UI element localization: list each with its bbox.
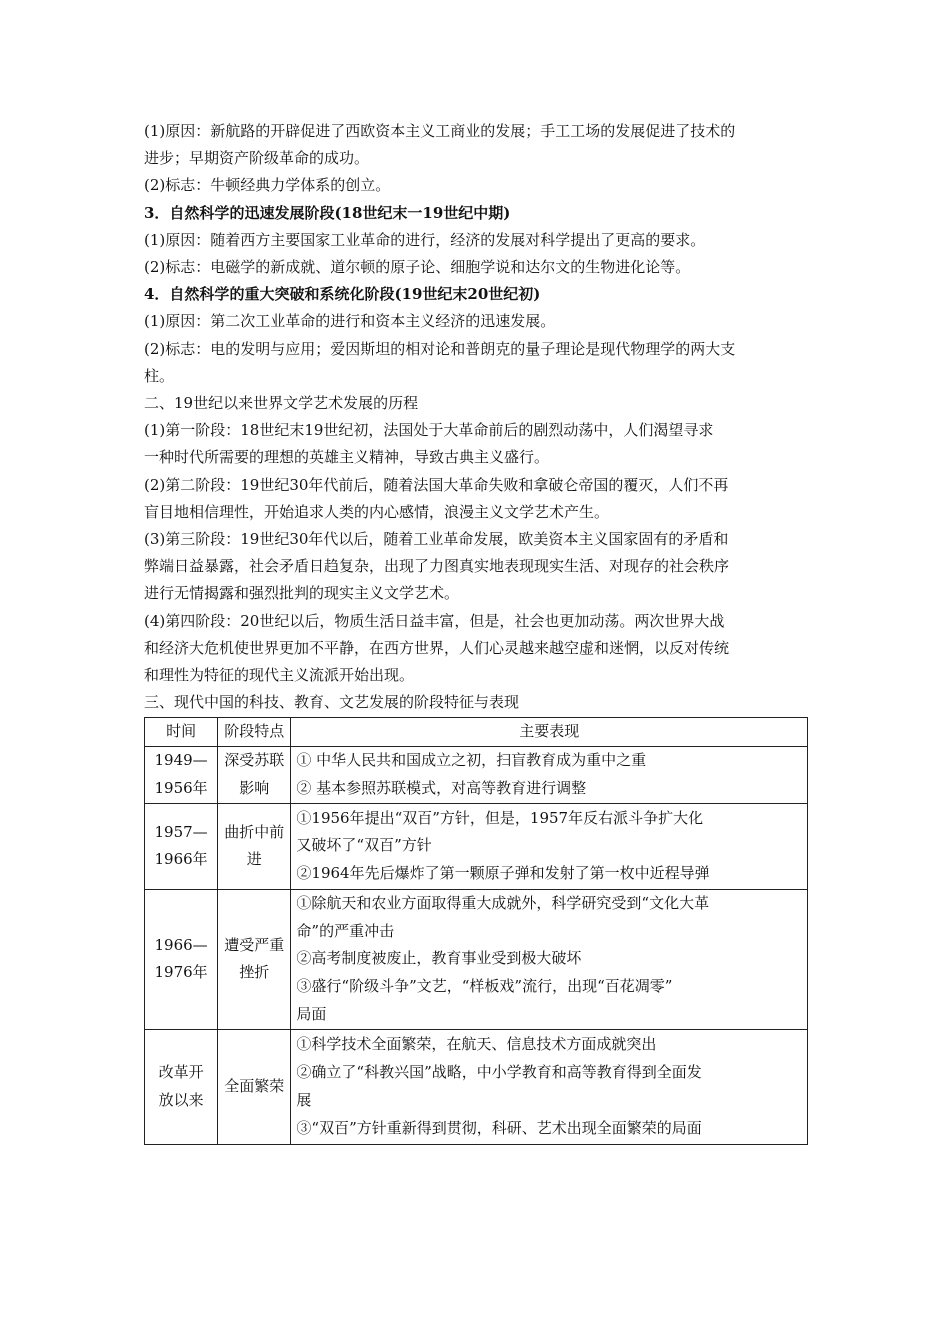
text-line: 4．自然科学的重大突破和系统化阶段(19世纪末20世纪初) xyxy=(144,285,541,304)
paragraph-p7 xyxy=(144,308,808,335)
table-row xyxy=(145,1029,808,1144)
cell-line: 遭受严重 xyxy=(224,935,285,954)
cell-line: 曲折中前 xyxy=(224,822,285,841)
cell-line: 深受苏联 xyxy=(224,751,285,770)
cell-line: 进 xyxy=(246,850,262,869)
table-row xyxy=(145,803,808,889)
paragraph-p11 xyxy=(144,472,808,526)
text-line: (2)标志：电的发明与应用；爱因斯坦的相对论和普朗克的量子理论是现代物理学的两大支 xyxy=(144,339,736,358)
header-stage: 阶段特点 xyxy=(218,718,291,747)
cell-time xyxy=(145,1029,218,1144)
cell-line: ②确立了“科教兴国”战略，中小学教育和高等教育得到全面发 xyxy=(296,1063,702,1082)
cell-line: 命”的严重冲击 xyxy=(296,921,395,940)
cell-line: ①1956年提出“双百”方针，但是，1957年反右派斗争扩大化 xyxy=(296,808,704,827)
cell-details xyxy=(291,889,808,1029)
cell-line: ①科学技术全面繁荣，在航天、信息技术方面成就突出 xyxy=(296,1035,657,1054)
cell-details xyxy=(291,1029,808,1144)
text-line: (4)第四阶段：20世纪以后，物质生活日益丰富，但是，社会也更加动荡。两次世界大战 xyxy=(144,611,725,630)
text-line: 柱。 xyxy=(144,366,175,385)
cell-line: 1957— xyxy=(154,822,208,841)
text-line: 一种时代所需要的理想的英雄主义精神，导致古典主义盛行。 xyxy=(144,448,550,467)
text-line: (2)标志：电磁学的新成就、道尔顿的原子论、细胞学说和达尔文的生物进化论等。 xyxy=(144,258,691,277)
cell-stage xyxy=(218,889,291,1029)
text-line: 和经济大危机使世界更加不平静，在西方世界，人们心灵越来越空虚和迷惘，以反对传统 xyxy=(144,638,730,657)
cell-line: 1976年 xyxy=(154,963,208,982)
text-line: 弊端日益暴露，社会矛盾日趋复杂，出现了力图真实地表现现实生活、对现存的社会秩序 xyxy=(144,557,730,576)
text-line: (2)标志：牛顿经典力学体系的创立。 xyxy=(144,176,391,195)
cell-time xyxy=(145,889,218,1029)
cell-line: ②高考制度被废止，教育事业受到极大破坏 xyxy=(296,949,582,968)
table-header-row xyxy=(145,718,808,747)
text-line: 盲目地相信理性，开始追求人类的内心感情，浪漫主义文学艺术产生。 xyxy=(144,502,610,521)
text-line: 3．自然科学的迅速发展阶段(18世纪末一19世纪中期) xyxy=(144,203,511,222)
text-line: 进行无情揭露和强烈批判的现实主义文学艺术。 xyxy=(144,584,460,603)
cell-line: 影响 xyxy=(239,779,270,798)
cell-line: 放以来 xyxy=(158,1090,204,1109)
text-line: 二、19世纪以来世界文学艺术发展的历程 xyxy=(144,394,419,413)
cell-line: 挫折 xyxy=(239,963,270,982)
paragraph-p9 xyxy=(144,390,808,417)
text-line: 三、现代中国的科技、教育、文艺发展的阶段特征与表现 xyxy=(144,693,520,712)
paragraph-p5 xyxy=(144,254,808,281)
cell-line: 1949— xyxy=(154,751,208,770)
cell-line: 全面繁荣 xyxy=(224,1076,285,1095)
cell-details xyxy=(291,803,808,889)
paragraph-p14 xyxy=(144,689,808,716)
cell-time xyxy=(145,803,218,889)
cell-stage xyxy=(218,1029,291,1144)
cell-line: ②1964年先后爆炸了第一颗原子弹和发射了第一枚中近程导弹 xyxy=(296,864,710,883)
cell-line: 又破坏了“双百”方针 xyxy=(296,836,432,855)
header-details: 主要表现 xyxy=(291,718,808,747)
cell-line: ③盛行“阶级斗争”文艺，“样板戏”流行，出现“百花凋零” xyxy=(296,977,673,996)
cell-line: ①除航天和农业方面取得重大成就外，科学研究受到“文化大革 xyxy=(296,893,710,912)
text-line: 和理性为特征的现代主义流派开始出现。 xyxy=(144,666,415,685)
paragraph-p2 xyxy=(144,172,808,199)
cell-line: 改革开 xyxy=(158,1063,204,1082)
text-line: (2)第二阶段：19世纪30年代前后，随着法国大革命失败和拿破仑帝国的覆灭，人们不再 xyxy=(144,475,729,494)
paragraph-p4 xyxy=(144,227,808,254)
cell-line: 局面 xyxy=(296,1005,327,1024)
header-time: 时间 xyxy=(145,718,218,747)
cell-stage xyxy=(218,747,291,804)
paragraph-p8 xyxy=(144,336,808,390)
text-line: (1)原因：第二次工业革命的进行和资本主义经济的迅速发展。 xyxy=(144,312,556,331)
stage-feature-table xyxy=(144,717,808,1144)
cell-line: 1966— xyxy=(154,935,208,954)
cell-details xyxy=(291,747,808,804)
paragraph-p12 xyxy=(144,526,808,608)
cell-line: ③“双百”方针重新得到贯彻，科研、艺术出现全面繁荣的局面 xyxy=(296,1118,702,1137)
table-body xyxy=(145,747,808,1145)
cell-line: ② 基本参照苏联模式，对高等教育进行调整 xyxy=(296,779,587,798)
text-line: (1)原因：随着西方主要国家工业革命的进行，经济的发展对科学提出了更高的要求。 xyxy=(144,230,706,249)
table-row xyxy=(145,747,808,804)
text-line: (1)第一阶段：18世纪末19世纪初，法国处于大革命前后的剧烈动荡中，人们渴望寻求 xyxy=(144,421,714,440)
paragraph-p6 xyxy=(144,281,808,308)
table-row xyxy=(145,889,808,1029)
cell-time xyxy=(145,747,218,804)
paragraph-p13 xyxy=(144,608,808,690)
text-body xyxy=(144,118,808,716)
text-line: (1)原因：新航路的开辟促进了西欧资本主义工商业的发展；手工工场的发展促进了技术的 xyxy=(144,122,736,140)
cell-line: 1956年 xyxy=(154,779,208,798)
cell-line: ① 中华人民共和国成立之初，扫盲教育成为重中之重 xyxy=(296,751,647,770)
paragraph-p1 xyxy=(144,118,808,172)
document-page xyxy=(144,118,808,1145)
text-line: (3)第三阶段：19世纪30年代以后，随着工业革命发展，欧美资本主义国家固有的矛盾和 xyxy=(144,530,729,549)
cell-stage xyxy=(218,803,291,889)
paragraph-p10 xyxy=(144,417,808,471)
text-line: 进步；早期资产阶级革命的成功。 xyxy=(144,149,370,168)
cell-line: 展 xyxy=(296,1090,312,1109)
cell-line: 1966年 xyxy=(154,850,208,869)
paragraph-p3 xyxy=(144,200,808,227)
